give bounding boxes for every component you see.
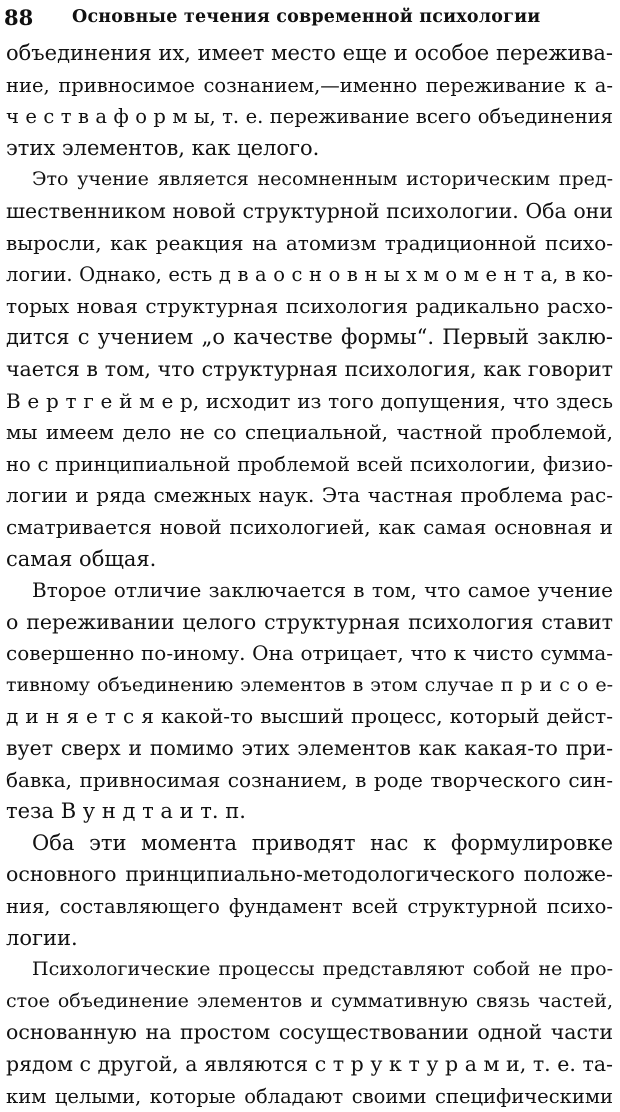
text-line: рядом с другой, а являются с т р у к т у р а м и, т. е. та- (6, 1052, 613, 1076)
text-line: логии. Однако, есть д в а о с н о в н ы х м о м е н т а, в ко- (6, 263, 613, 287)
text-line: чается в том, что структурная психология, как говорит (6, 356, 613, 381)
text-line: бавка, привносимая сознанием, в роде творческого син- (6, 767, 613, 792)
text-line: этих элементов, как целого. (6, 135, 320, 160)
text-line: ким целыми, которые обладают своими специфическими (6, 1084, 613, 1108)
text-line: но с принципиальной проблемой всей психологии, физио- (6, 452, 613, 476)
text-line: выросли, как реакция на атомизм традиционной психо- (6, 230, 613, 255)
text-line: ния, составляющего фундамент всей структурной психо- (6, 895, 613, 919)
text-line: Это учение является несомненным историческим пред- (32, 168, 613, 191)
text-line: Психологические процессы представляют собой не про- (32, 958, 613, 981)
text-line: шественником новой структурной психологии. Оба они (6, 198, 613, 223)
text-line: вует сверх и помимо этих элементов как какая-то при- (6, 736, 613, 761)
text-line: основного принципиально-методологического положе- (6, 862, 613, 887)
text-line: В е р т г е й м е р, исходит из того допущения, что здесь (6, 388, 613, 413)
text-line: совершенно по-иному. Она отрицает, что к чисто сумма- (6, 641, 613, 666)
text-line: мы имеем дело не со специальной, частной проблемой, (6, 420, 613, 445)
text-line: дится с учением „о качестве формы“. Первый заклю- (6, 325, 613, 350)
text-line: сматривается новой психологией, как самая основная и (6, 514, 613, 539)
text-line: ч е с т в а ф о р м ы, т. е. переживание всего объединения (6, 105, 613, 129)
text-line: о переживании целого структурная психология ставит (6, 609, 613, 634)
text-line: Второе отличие заключается в том, что самое учение (32, 578, 613, 603)
text-line: тивному объединению элементов в этом случае п р и с о е- (6, 673, 613, 696)
text-line: теза В у н д т а и т. п. (6, 799, 246, 824)
text-line: основанную на простом сосуществовании одной части (6, 1020, 613, 1045)
running-title: Основные течения современной психологии (72, 7, 541, 27)
text-line: стое объединение элементов и суммативную связь частей, (6, 989, 613, 1012)
text-line: Оба эти момента приводят нас к формулировке (32, 830, 613, 855)
text-line: логии и ряда смежных наук. Эта частная проблема рас- (6, 483, 613, 508)
page-number: 88 (4, 4, 34, 30)
page-header (4, 4, 614, 30)
text-line: объединения их, имеет место еще и особое пережива- (6, 41, 613, 65)
text-line: ние, привносимое сознанием,—именно переживание к а- (6, 73, 613, 97)
body-text (6, 38, 613, 1112)
text-line: логии. (6, 925, 78, 950)
text-line: торых новая структурная психология радикально расхо- (6, 293, 613, 318)
text-line: д и н я е т с я какой-то высший процесс, который дейст- (6, 704, 613, 729)
text-line: самая общая. (6, 546, 157, 571)
